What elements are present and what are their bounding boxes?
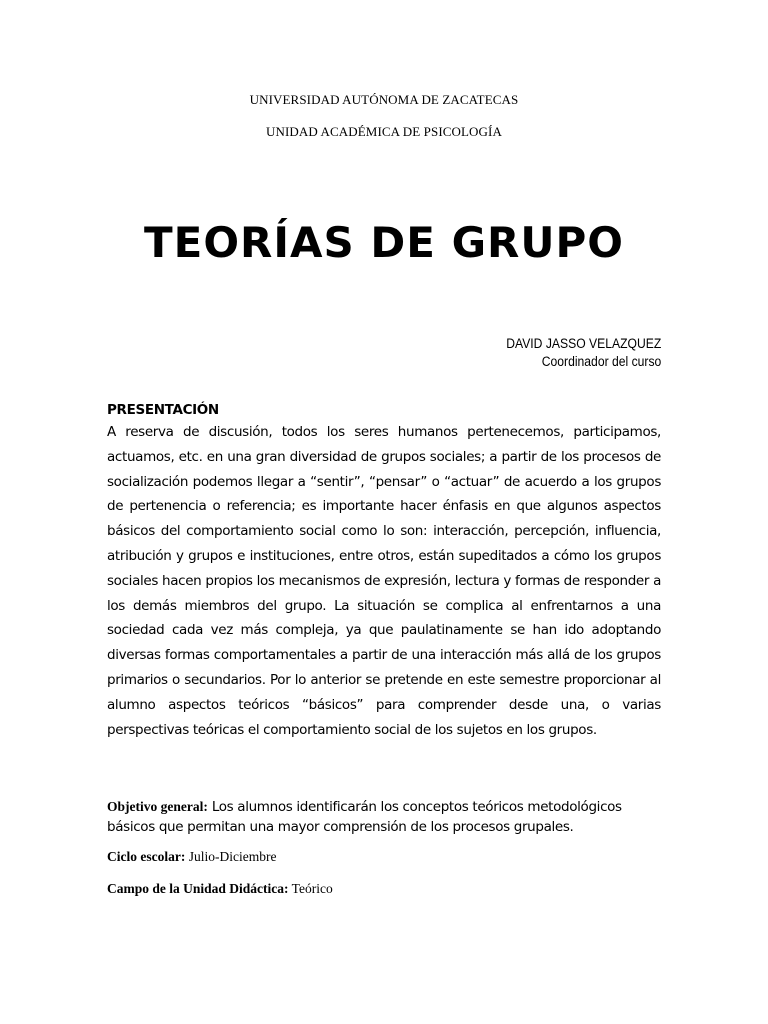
author-role: Coordinador del curso — [541, 354, 661, 369]
document-title: TEORÍAS DE GRUPO — [144, 218, 624, 267]
objective-text: Los alumnos identificarán los conceptos teóricos metodológicos básicos que permitan una mayor comprensión de los procesos grupales. — [107, 799, 622, 835]
school-cycle-line — [107, 849, 276, 865]
didactic-field-label: Campo de la Unidad Didáctica: — [107, 881, 289, 896]
presentation-heading: PRESENTACIÓN — [107, 402, 219, 418]
author-block — [506, 335, 661, 371]
school-cycle-label: Ciclo escolar: — [107, 849, 186, 864]
objective-paragraph — [107, 797, 667, 837]
didactic-field-value: Teórico — [291, 881, 333, 896]
objective-label: Objetivo general: — [107, 799, 208, 814]
university-name: UNIVERSIDAD AUTÓNOMA DE ZACATECAS — [249, 92, 519, 107]
author-name: DAVID JASSO VELAZQUEZ — [505, 336, 661, 351]
school-cycle-value: Julio-Diciembre — [188, 849, 277, 864]
presentation-section — [107, 400, 661, 742]
didactic-field-line — [107, 881, 333, 897]
presentation-text: A reserva de discusión, todos los seres humanos pertenecemos, participamos, actuamos, etc. en una gran diversidad de grupos sociales; a partir de los procesos de socialización podemos llegar a “sentir”, “pensar” o “actuar” de acuerdo a los grupos de pertenencia o referencia; es importante hacer énfasis en que algunos aspectos básicos del comportamiento social como lo son: interacción, percepción, influencia, atribución y grupos e instituciones, entre otros, están supeditados a cómo los grupos sociales hacen propios los mecanismos de expresión, lectura y formas de responder a los demás miembros del grupo. La situación se complica al enfrentarnos a una sociedad cada vez más compleja, ya que paulatinamente se han ido adoptando diversas formas comportamentales a partir de una interacción más allá de los grupos primarios o secundarios. Por lo anterior se pretende en este semestre proporcionar al alumno aspectos teóricos “básicos” para comprender desde una, o varias perspectivas teóricas el comportamiento social de los sujetos en los grupos. — [107, 424, 661, 738]
academic-unit-name: UNIDAD ACADÉMICA DE PSICOLOGÍA — [266, 124, 502, 139]
